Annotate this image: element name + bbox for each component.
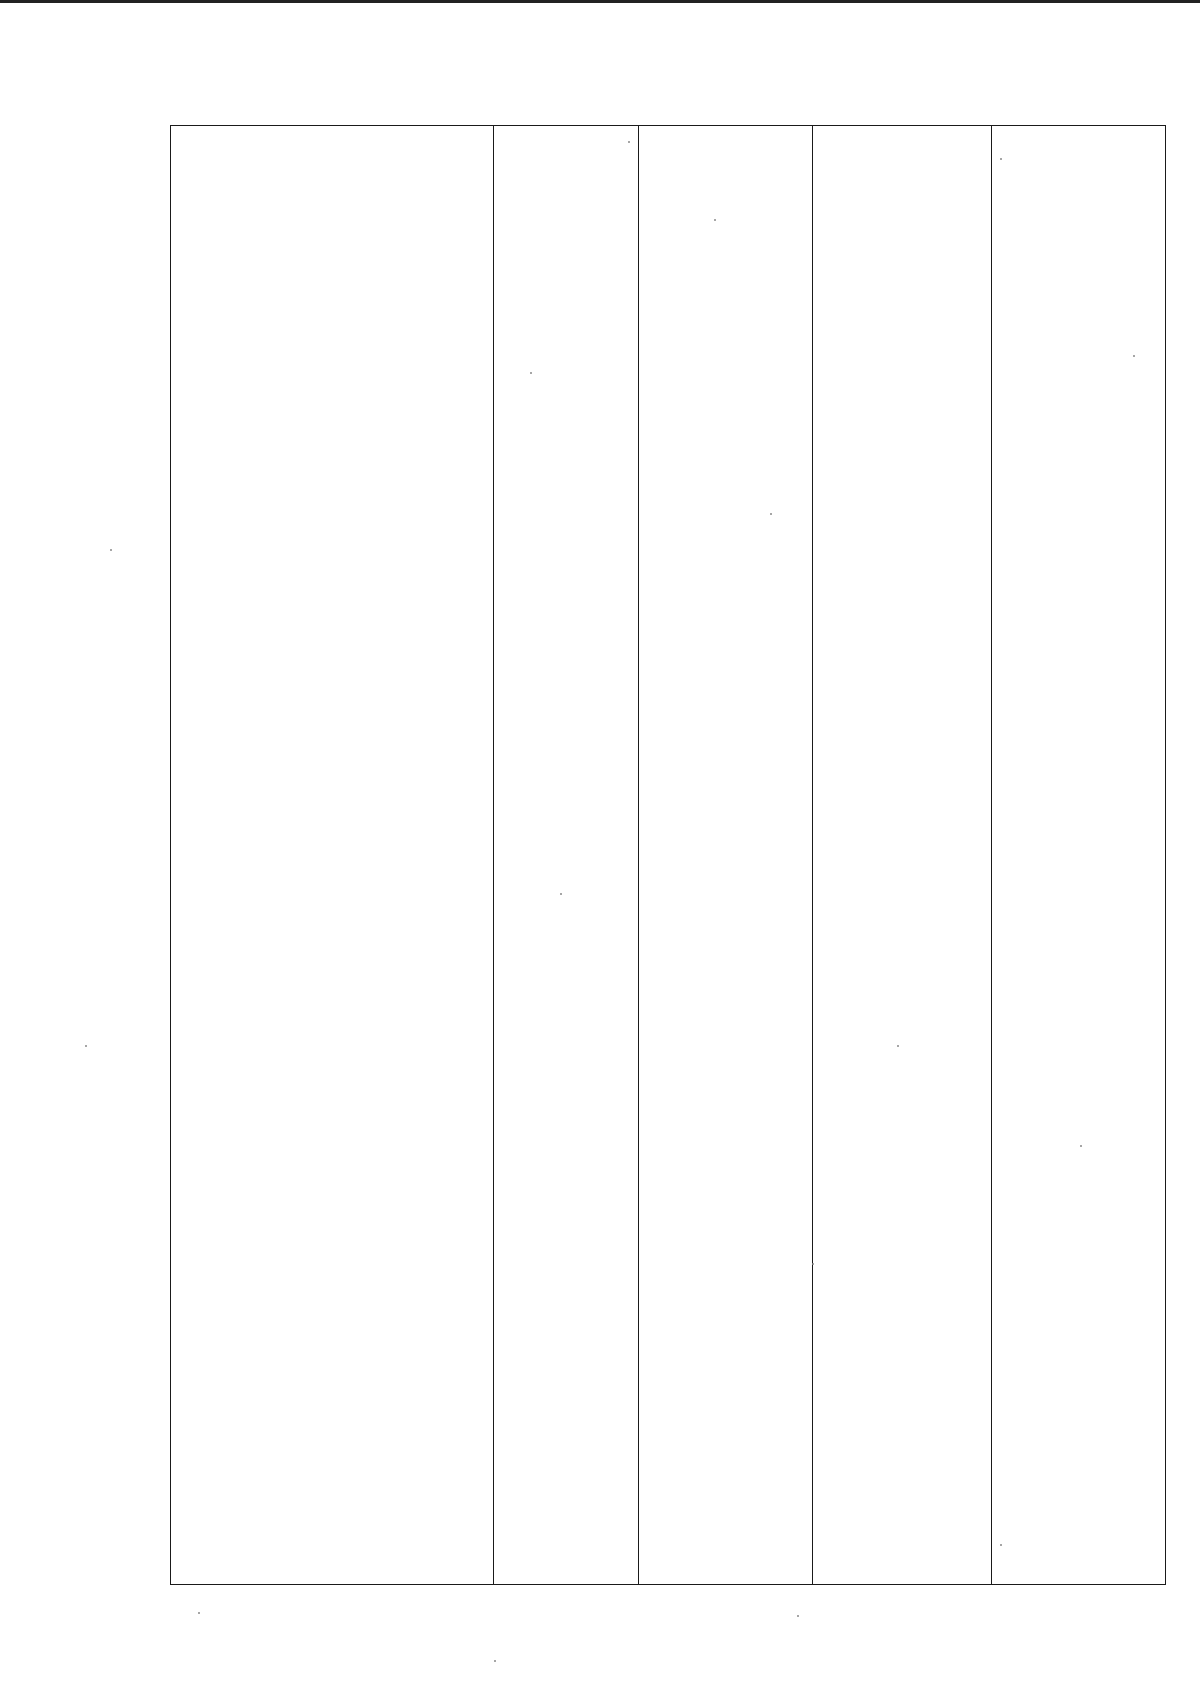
services-list-text (171, 126, 493, 128)
scan-speck (1133, 355, 1135, 357)
scan-speck (628, 141, 630, 143)
services-table (170, 125, 1166, 1585)
page-top-edge (0, 0, 1200, 3)
empty-cell-column-3 (639, 126, 813, 1585)
scan-speck (1080, 1145, 1082, 1147)
empty-cell-column-4 (813, 126, 992, 1585)
scan-speck (110, 549, 112, 551)
scan-speck (770, 513, 772, 515)
scan-speck (797, 1615, 799, 1617)
table-row (171, 126, 1166, 1585)
scan-speck (1000, 1544, 1002, 1546)
scan-speck (85, 1045, 87, 1047)
services-list-cell (171, 126, 494, 1585)
scan-speck (897, 1045, 899, 1047)
scan-speck (494, 1660, 496, 1662)
scan-speck (530, 372, 532, 374)
scan-speck (1000, 158, 1002, 160)
empty-cell-column-2 (494, 126, 639, 1585)
scan-speck (714, 219, 716, 221)
scan-speck (198, 1612, 200, 1614)
scan-speck (560, 893, 562, 895)
scan-speck (812, 1263, 814, 1265)
empty-cell-column-5 (992, 126, 1166, 1585)
